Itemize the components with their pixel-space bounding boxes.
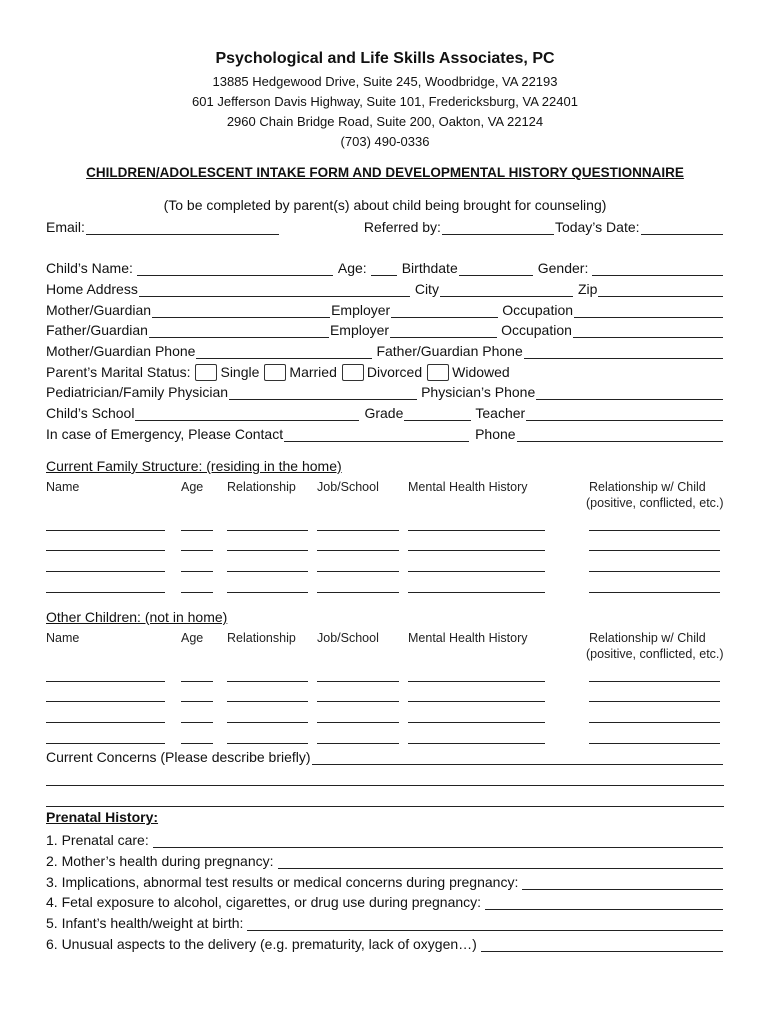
other-row-1-job-field[interactable] <box>317 681 399 682</box>
divorced-label: Divorced <box>366 364 423 380</box>
org-name: Psychological and Life Skills Associates, PC <box>215 50 555 67</box>
fetal-exposure-label: 4. Fetal exposure to alcohol, cigarettes, or drug use during pregnancy: <box>46 894 482 910</box>
pediatrician-row <box>46 382 724 402</box>
concerns-row <box>46 747 724 767</box>
family-row-2-relationship-with-child-field[interactable] <box>589 550 720 551</box>
family-row-2-job-field[interactable] <box>317 550 399 551</box>
email-field[interactable] <box>86 220 279 235</box>
married-checkbox[interactable] <box>264 364 286 381</box>
pediatrician-label: Pediatrician/Family Physician <box>46 384 229 400</box>
zip-label: Zip <box>577 281 598 297</box>
referred-by-field[interactable] <box>442 220 554 235</box>
parent-phones-row <box>46 341 724 361</box>
family-row-3-relationship-field[interactable] <box>227 571 308 572</box>
father-employer-field[interactable] <box>390 323 497 338</box>
childs-school-label: Child’s School <box>46 405 135 421</box>
city-field[interactable] <box>440 282 573 297</box>
mother-phone-label: Mother/Guardian Phone <box>46 343 196 359</box>
concerns-label: Current Concerns (Please describe briefly) <box>46 749 311 765</box>
family-col-relationship-with-child: Relationship w/ Child <box>589 480 706 494</box>
family-row-1-age-field[interactable] <box>181 530 213 531</box>
other-row-1-relationship-with-child-field[interactable] <box>589 681 720 682</box>
father-row <box>46 320 724 340</box>
school-row <box>46 403 724 423</box>
divorced-checkbox[interactable] <box>342 364 364 381</box>
email-row <box>46 217 724 237</box>
family-row-3-age-field[interactable] <box>181 571 213 572</box>
mother-employer-label: Employer <box>331 302 391 318</box>
other-row-4-age-field[interactable] <box>181 743 213 744</box>
father-employer-label: Employer <box>329 322 390 338</box>
other-row-2-name-field[interactable] <box>46 701 165 702</box>
prenatal-item-3 <box>46 872 724 892</box>
family-row-2-name-field[interactable] <box>46 550 165 551</box>
referred-by-label: Referred by: <box>363 219 441 235</box>
home-address-field[interactable] <box>139 282 410 297</box>
prenatal-item-6 <box>46 934 724 954</box>
pediatrician-field[interactable] <box>229 385 417 400</box>
family-col-name: Name <box>46 480 80 494</box>
mother-guardian-label: Mother/Guardian <box>46 302 152 318</box>
family-row-2-mental-health-field[interactable] <box>408 550 545 551</box>
other-col-relationship-with-child: Relationship w/ Child <box>589 631 706 645</box>
family-row-1-job-field[interactable] <box>317 530 399 531</box>
prenatal-item-4 <box>46 892 724 912</box>
widowed-label: Widowed <box>452 364 510 380</box>
family-row-4-job-field[interactable] <box>317 592 399 593</box>
address-woodbridge: 13885 Hedgewood Drive, Suite 245, Woodbridge, VA 22193 <box>212 74 558 89</box>
concerns-field-line-3[interactable] <box>46 806 724 807</box>
grade-label: Grade <box>364 405 404 421</box>
address-fredericksburg: 601 Jefferson Davis Highway, Suite 101, Fredericksburg, VA 22401 <box>192 94 578 109</box>
infant-health-label: 5. Infant’s health/weight at birth: <box>46 915 244 931</box>
family-col-relationship-note: (positive, conflicted, etc.) <box>586 496 724 510</box>
city-label: City <box>414 281 439 297</box>
other-row-2-age-field[interactable] <box>181 701 213 702</box>
delivery-aspects-label: 6. Unusual aspects to the delivery (e.g. prematurity, lack of oxygen…) <box>46 936 477 952</box>
emergency-row <box>46 424 724 444</box>
other-row-3-relationship-field[interactable] <box>227 722 308 723</box>
other-row-1-relationship-field[interactable] <box>227 681 308 682</box>
other-row-3-job-field[interactable] <box>317 722 399 723</box>
marital-status-row <box>46 362 724 382</box>
mother-health-field[interactable] <box>278 854 723 869</box>
prenatal-care-field[interactable] <box>153 833 723 848</box>
teacher-label: Teacher <box>475 405 526 421</box>
other-row-4-relationship-with-child-field[interactable] <box>589 743 720 744</box>
family-row-1-relationship-with-child-field[interactable] <box>589 530 720 531</box>
prenatal-care-label: 1. Prenatal care: <box>46 832 149 848</box>
family-row-2-age-field[interactable] <box>181 550 213 551</box>
family-row-4-age-field[interactable] <box>181 592 213 593</box>
todays-date-field[interactable] <box>641 220 723 235</box>
home-address-row <box>46 279 724 299</box>
form-title: CHILDREN/ADOLESCENT INTAKE FORM AND DEVELOPMENTAL HISTORY QUESTIONNAIRE <box>86 165 684 180</box>
mother-occupation-field[interactable] <box>574 303 723 318</box>
prenatal-item-1 <box>46 830 724 850</box>
gender-field[interactable] <box>592 261 723 276</box>
emergency-phone-label: Phone <box>475 426 516 442</box>
prenatal-history-heading: Prenatal History: <box>46 809 159 825</box>
family-row-4-relationship-with-child-field[interactable] <box>589 592 720 593</box>
childs-name-label: Child’s Name: <box>46 260 133 276</box>
other-row-3-age-field[interactable] <box>181 722 213 723</box>
other-row-1-age-field[interactable] <box>181 681 213 682</box>
other-col-relationship: Relationship <box>227 631 296 645</box>
age-field[interactable] <box>371 261 397 276</box>
other-row-3-name-field[interactable] <box>46 722 165 723</box>
family-row-2-relationship-field[interactable] <box>227 550 308 551</box>
family-row-3-name-field[interactable] <box>46 571 165 572</box>
other-col-job: Job/School <box>317 631 379 645</box>
family-row-4-relationship-field[interactable] <box>227 592 308 593</box>
other-row-1-name-field[interactable] <box>46 681 165 682</box>
fetal-exposure-field[interactable] <box>485 895 723 910</box>
childs-school-field[interactable] <box>135 406 359 421</box>
implications-field[interactable] <box>522 875 723 890</box>
concerns-field-line-2[interactable] <box>46 785 724 786</box>
other-col-mental-health: Mental Health History <box>408 631 528 645</box>
implications-label: 3. Implications, abnormal test results or medical concerns during pregnancy: <box>46 874 519 890</box>
other-row-2-relationship-field[interactable] <box>227 701 308 702</box>
family-row-4-mental-health-field[interactable] <box>408 592 545 593</box>
other-row-2-job-field[interactable] <box>317 701 399 702</box>
child-name-row <box>46 258 724 278</box>
grade-field[interactable] <box>404 406 471 421</box>
father-guardian-field[interactable] <box>149 323 329 338</box>
mother-employer-field[interactable] <box>391 303 498 318</box>
teacher-field[interactable] <box>526 406 723 421</box>
other-row-4-mental-health-field[interactable] <box>408 743 545 744</box>
other-row-4-relationship-field[interactable] <box>227 743 308 744</box>
delivery-aspects-field[interactable] <box>481 937 723 952</box>
single-checkbox[interactable] <box>195 364 217 381</box>
phone-number: (703) 490-0336 <box>340 134 430 149</box>
other-col-name: Name <box>46 631 80 645</box>
family-col-mental-health: Mental Health History <box>408 480 528 494</box>
home-address-label: Home Address <box>46 281 138 297</box>
prenatal-item-5 <box>46 913 724 933</box>
mother-phone-field[interactable] <box>196 344 372 359</box>
emergency-contact-label: In case of Emergency, Please Contact <box>46 426 284 442</box>
todays-date-label: Today’s Date: <box>554 219 640 235</box>
other-row-3-mental-health-field[interactable] <box>408 722 545 723</box>
other-children-heading: Other Children: (not in home) <box>46 609 228 625</box>
father-occupation-label: Occupation <box>501 322 572 338</box>
emergency-contact-field[interactable] <box>284 427 469 442</box>
family-row-1-relationship-field[interactable] <box>227 530 308 531</box>
family-row-3-job-field[interactable] <box>317 571 399 572</box>
concerns-field-line-1[interactable] <box>312 750 723 765</box>
other-row-4-job-field[interactable] <box>317 743 399 744</box>
gender-label: Gender: <box>537 260 589 276</box>
other-row-2-relationship-with-child-field[interactable] <box>589 701 720 702</box>
prenatal-item-2 <box>46 851 724 871</box>
other-row-3-relationship-with-child-field[interactable] <box>589 722 720 723</box>
other-row-4-name-field[interactable] <box>46 743 165 744</box>
physician-phone-label: Physician’s Phone <box>421 384 536 400</box>
form-subtitle: (To be completed by parent(s) about child being brought for counseling) <box>163 197 607 213</box>
father-phone-field[interactable] <box>524 344 723 359</box>
family-row-3-relationship-with-child-field[interactable] <box>589 571 720 572</box>
birthdate-field[interactable] <box>459 261 533 276</box>
other-row-2-mental-health-field[interactable] <box>408 701 545 702</box>
age-label: Age: <box>337 260 367 276</box>
other-col-relationship-note: (positive, conflicted, etc.) <box>586 647 724 661</box>
widowed-checkbox[interactable] <box>427 364 449 381</box>
mother-row <box>46 300 724 320</box>
birthdate-label: Birthdate <box>401 260 458 276</box>
father-guardian-label: Father/Guardian <box>46 322 148 338</box>
childs-name-field[interactable] <box>137 261 333 276</box>
address-oakton: 2960 Chain Bridge Road, Suite 200, Oakton, VA 22124 <box>226 114 544 129</box>
father-occupation-field[interactable] <box>573 323 723 338</box>
father-phone-label: Father/Guardian Phone <box>376 343 523 359</box>
family-col-job: Job/School <box>317 480 379 494</box>
family-col-age: Age <box>181 480 204 494</box>
other-row-1-mental-health-field[interactable] <box>408 681 545 682</box>
family-structure-heading: Current Family Structure: (residing in the home) <box>46 458 342 474</box>
infant-health-field[interactable] <box>247 916 723 931</box>
marital-status-label: Parent’s Marital Status: <box>46 364 191 380</box>
zip-field[interactable] <box>598 282 723 297</box>
email-label: Email: <box>46 219 85 235</box>
physician-phone-field[interactable] <box>536 385 723 400</box>
emergency-phone-field[interactable] <box>517 427 723 442</box>
family-row-1-mental-health-field[interactable] <box>408 530 545 531</box>
family-col-relationship: Relationship <box>227 480 296 494</box>
family-row-4-name-field[interactable] <box>46 592 165 593</box>
mother-occupation-label: Occupation <box>502 302 574 318</box>
family-row-3-mental-health-field[interactable] <box>408 571 545 572</box>
married-label: Married <box>289 364 337 380</box>
other-col-age: Age <box>181 631 204 645</box>
mother-health-label: 2. Mother’s health during pregnancy: <box>46 853 274 869</box>
family-row-1-name-field[interactable] <box>46 530 165 531</box>
single-label: Single <box>220 364 260 380</box>
mother-guardian-field[interactable] <box>152 303 330 318</box>
